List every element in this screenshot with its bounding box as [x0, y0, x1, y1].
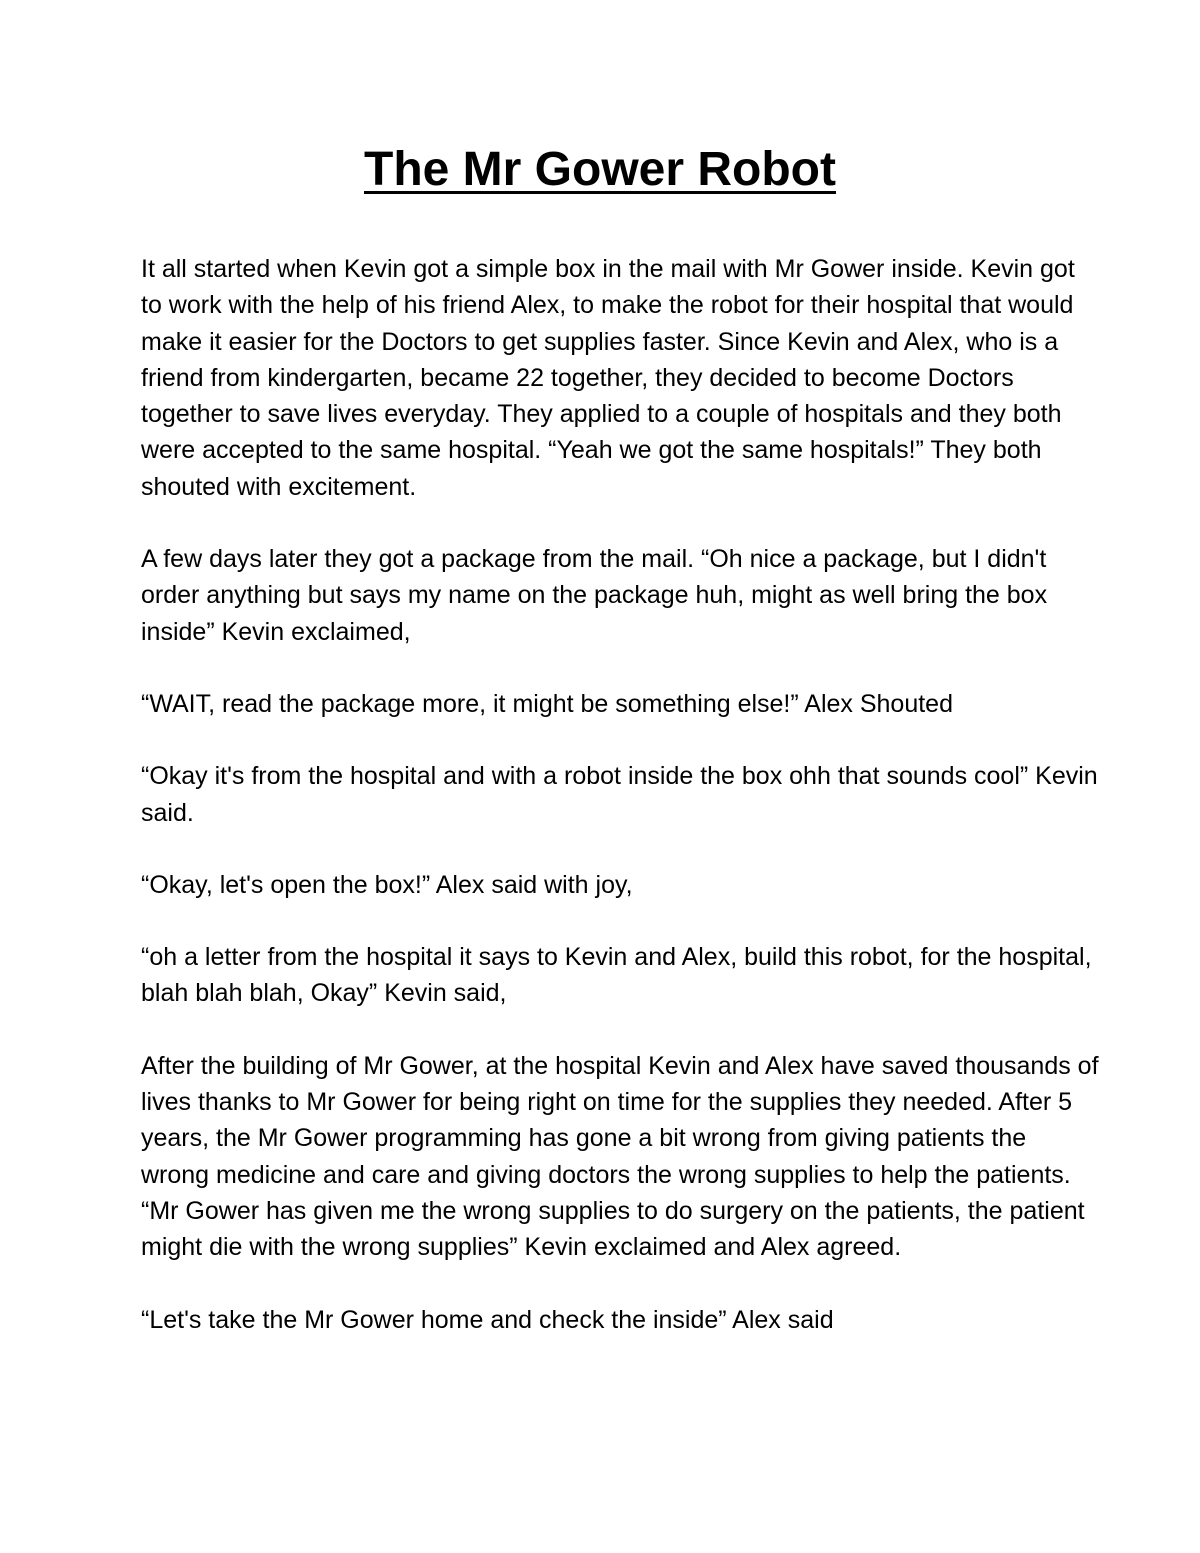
document-title-text: The Mr Gower Robot [364, 143, 836, 196]
paragraph-take-home: “Let's take the Mr Gower home and check the inside” Alex said [141, 1305, 834, 1334]
paragraph-after-building: After the building of Mr Gower, at the hospital Kevin and Alex have saved thousands of lives thanks to Mr Gower for being right on time for the supplies they needed. After 5 years, the Mr Gower programming has gone a bit wrong from giving patients the wrong medicine and care and giving doctors the wrong supplies to help the patients. “Mr Gower has given me the wrong supplies to do surgery on the patients, the patient might die with the wrong supplies” Kevin exclaimed and Alex agreed. [141, 1051, 1099, 1262]
paragraph-open-box: “Okay, let's open the box!” Alex said with joy, [141, 870, 633, 899]
paragraph-hospital-robot: “Okay it's from the hospital and with a robot inside the box ohh that sounds cool” Kevin said. [141, 762, 1098, 827]
paragraph-package: A few days later they got a package from the mail. “Oh nice a package, but I didn't order anything but says my name on the package huh, might as well bring the box inside” Kevin exclaimed, [141, 545, 1048, 646]
paragraph-intro: It all started when Kevin got a simple box in the mail with Mr Gower inside. Kevin got to work with the help of his friend Alex, to make the robot for their hospital that would make it easier for the Doctors to get supplies faster. Since Kevin and Alex, who is a friend from kindergarten, became 22 together, they decided to become Doctors together to save lives everyday. They applied to a couple of hospitals and they both were accepted to the same hospital. “Yeah we got the same hospitals!” They both shouted with excitement. [141, 255, 1075, 501]
document-body [141, 251, 1101, 1374]
paragraph-wait: “WAIT, read the package more, it might be something else!” Alex Shouted [141, 689, 953, 718]
document-title [0, 140, 1200, 200]
paragraph-letter: “oh a letter from the hospital it says to Kevin and Alex, build this robot, for the hospital, blah blah blah, Okay” Kevin said, [141, 943, 1092, 1008]
